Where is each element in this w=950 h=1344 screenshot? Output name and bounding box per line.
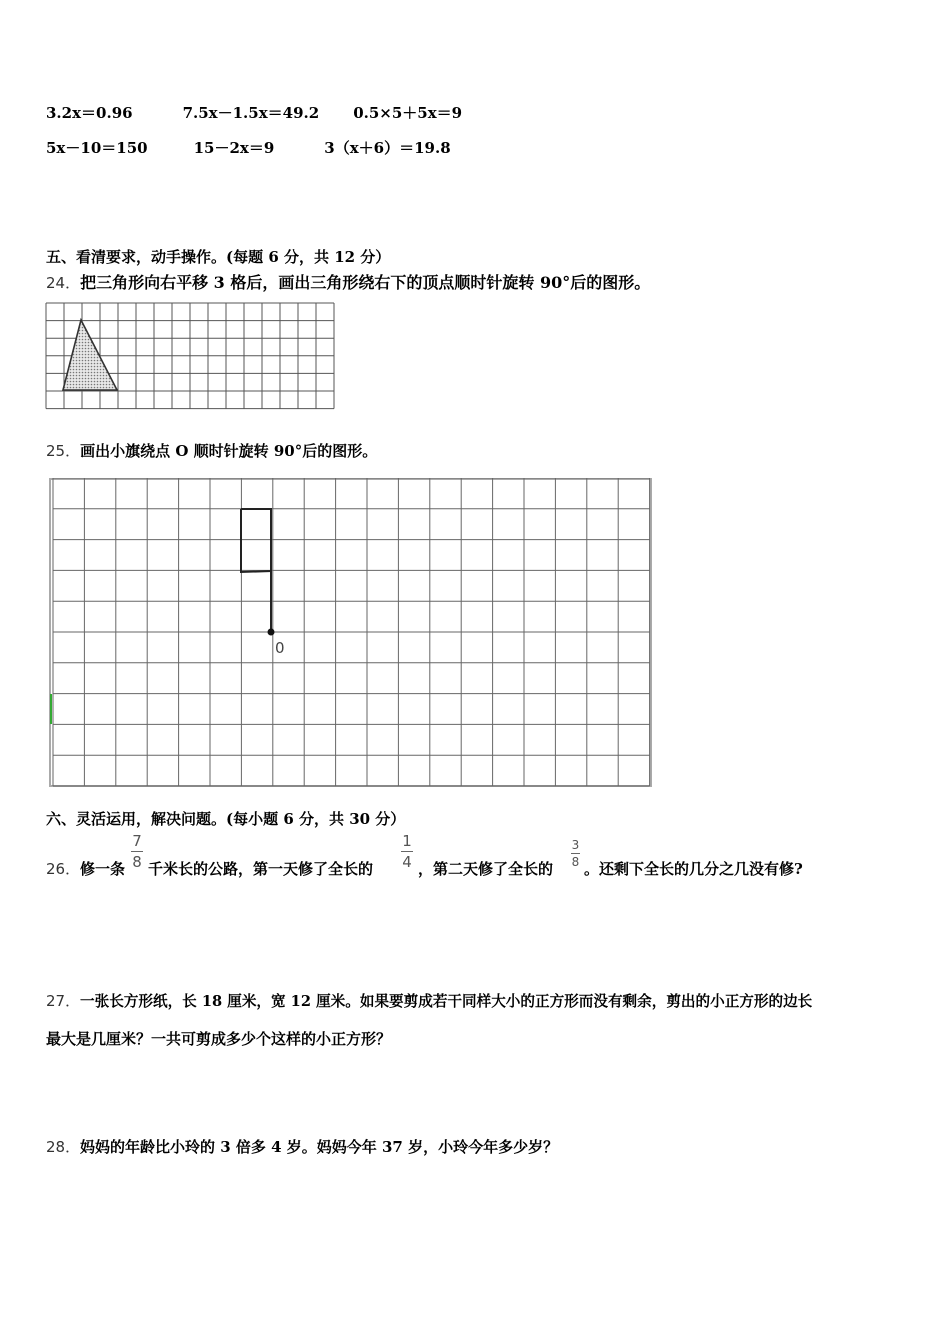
triangle-grid [45,302,335,410]
equation: 5x－10＝150 [46,139,148,157]
question-text: 千米长的公路，第一天修了全长的 [148,860,374,878]
equation: 7.5x－1.5x＝49.2 [182,104,320,122]
point-o-label: 0 [275,639,285,657]
denominator: 4 [402,853,412,871]
equation: 3（x＋6）＝19.8 [324,139,451,157]
question-number: 24． [46,274,81,292]
question-25 [46,440,377,461]
question-text: 修一条 [80,860,126,878]
question-text: 把三角形向右平移 3 格后，画出三角形绕右下的顶点顺时针旋转 90°后的图形。 [80,273,651,292]
question-text: 一张长方形纸，长 18 厘米，宽 12 厘米。如果要剪成若干同样大小的正方形而没有剩余，剪出的小正方形的边长 [80,993,813,1010]
equation-row-1 [46,102,462,123]
equation: 3.2x＝0.96 [46,104,133,122]
question-text: ，第二天修了全长的 [418,860,554,878]
fraction-1-4 [401,832,413,871]
question-text: 画出小旗绕点 O 顺时针旋转 90°后的图形。 [80,442,378,460]
flag-grid [49,478,653,788]
equation: 0.5×5＋5x＝9 [353,104,463,122]
numerator: 7 [132,832,142,850]
fraction-3-8 [571,838,580,869]
section-6-heading: 六、灵活运用，解决问题。(每小题 6 分，共 30 分） [46,810,406,828]
numerator: 3 [571,838,580,852]
question-number: 26． [46,860,81,878]
denominator: 8 [132,853,142,871]
section-5-heading: 五、看清要求，动手操作。(每题 6 分，共 12 分） [46,248,391,266]
question-number: 27． [46,992,81,1010]
question-number: 25． [46,442,81,460]
shaded-triangle [63,320,117,390]
question-text: 。还剩下全长的几分之几没有修? [584,860,803,878]
denominator: 8 [571,855,580,869]
question-number: 28． [46,1138,81,1156]
equation-row-2 [46,137,451,158]
question-text: 最大是几厘米？一共可剪成多少个这样的小正方形？ [46,1030,392,1048]
fraction-7-8 [131,832,143,871]
numerator: 1 [402,832,412,850]
question-text: 妈妈的年龄比小玲的 3 倍多 4 岁。妈妈今年 37 岁，小玲今年多少岁？ [80,1138,559,1156]
equation: 15－2x＝9 [193,139,275,157]
question-24 [46,270,650,293]
point-o [268,629,275,636]
